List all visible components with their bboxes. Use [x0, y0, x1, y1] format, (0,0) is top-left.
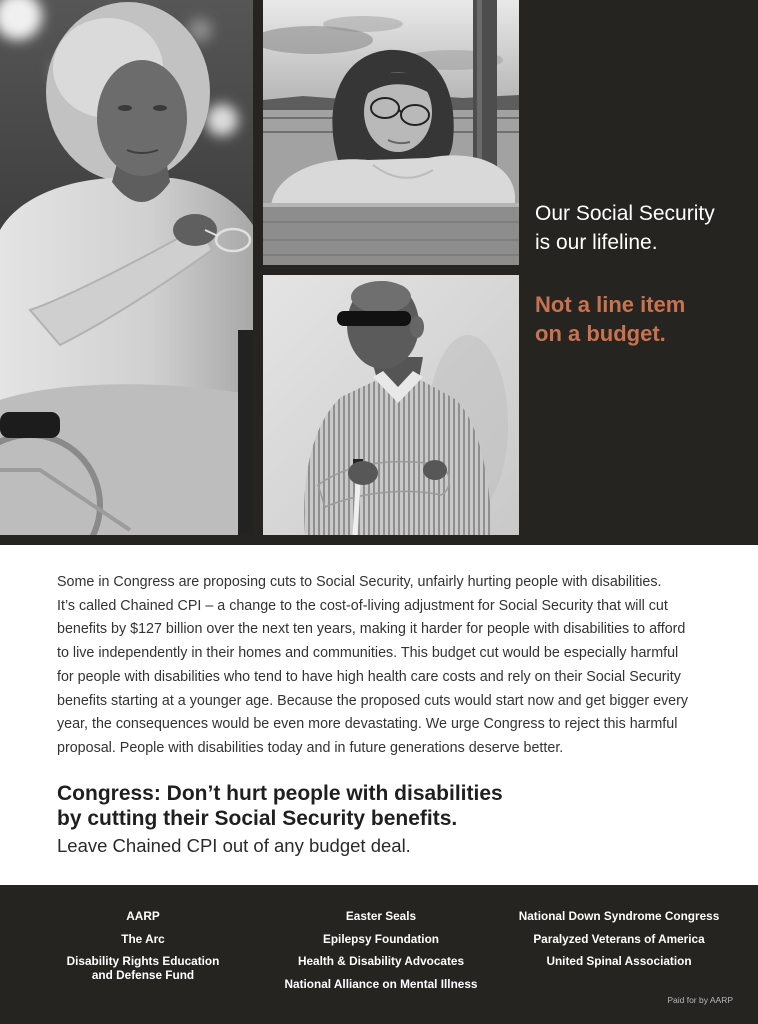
sponsor-name: Disability Rights Education and Defense Fund: [66, 954, 220, 982]
sponsor-name: United Spinal Association: [546, 954, 692, 968]
sponsor-name: Paralyzed Veterans of America: [533, 931, 705, 946]
body-line: year, the consequences would be even more devastating. We urge Congress to reject this harmful: [57, 716, 678, 733]
cta-headline-line-1: Congress: Don’t hurt people with disabilities: [57, 782, 503, 805]
sponsor-column: [271, 909, 491, 999]
photo-woman-with-glasses: [263, 0, 519, 265]
wooden-table: [263, 203, 519, 265]
sponsor-name: AARP: [126, 909, 160, 923]
body-line: for people with disabilities who tend to have high health care costs and rely on their Social Security: [57, 668, 681, 685]
sponsor-name: Easter Seals: [345, 909, 417, 923]
tagline-line-1: Not a line item: [535, 292, 686, 317]
headline-line-2: is our lifeline.: [535, 231, 658, 254]
cta-subline: Leave Chained CPI out of any budget deal.: [57, 835, 411, 856]
body-line: to live independently in their homes and communities. This budget cut would be especially harmful: [57, 645, 679, 662]
body-line: benefits by $127 billion over the next ten years, making it harder for people with disabilities to afford: [57, 621, 686, 638]
photo-seated-woman: [0, 0, 253, 535]
paid-for-disclaimer: Paid for by AARP: [667, 995, 733, 1005]
photo-person-with-cane: [263, 275, 519, 535]
body-line: It’s called Chained CPI – a change to the cost-of-living adjustment for Social Security that will cut: [57, 597, 668, 614]
sponsor-column: [33, 909, 253, 991]
sponsor-name: The Arc: [121, 931, 165, 946]
sponsor-footer: [0, 885, 758, 1024]
sponsor-name: National Alliance on Mental Illness: [284, 976, 478, 991]
tagline: [535, 290, 685, 348]
tagline-line-2: on a budget.: [535, 321, 666, 346]
headline: [535, 199, 715, 257]
sponsor-name: Epilepsy Foundation: [322, 931, 439, 946]
body-paragraph: [57, 571, 727, 761]
body-line: benefits starting at a younger age. Because the proposed cuts would start now and get bigger every: [57, 692, 689, 709]
headline-line-1: Our Social Security: [535, 202, 715, 225]
body-line: proposal. People with disabilities today and in future generations deserve better.: [57, 739, 564, 756]
body-line: Some in Congress are proposing cuts to Social Security, unfairly hurting people with disabilities.: [57, 574, 662, 590]
call-to-action: [57, 781, 657, 858]
sponsor-name: National Down Syndrome Congress: [518, 909, 720, 923]
cta-headline-line-2: by cutting their Social Security benefits.: [57, 807, 458, 830]
sponsor-name: Health & Disability Advocates: [297, 954, 465, 968]
sponsor-column: [509, 909, 729, 977]
